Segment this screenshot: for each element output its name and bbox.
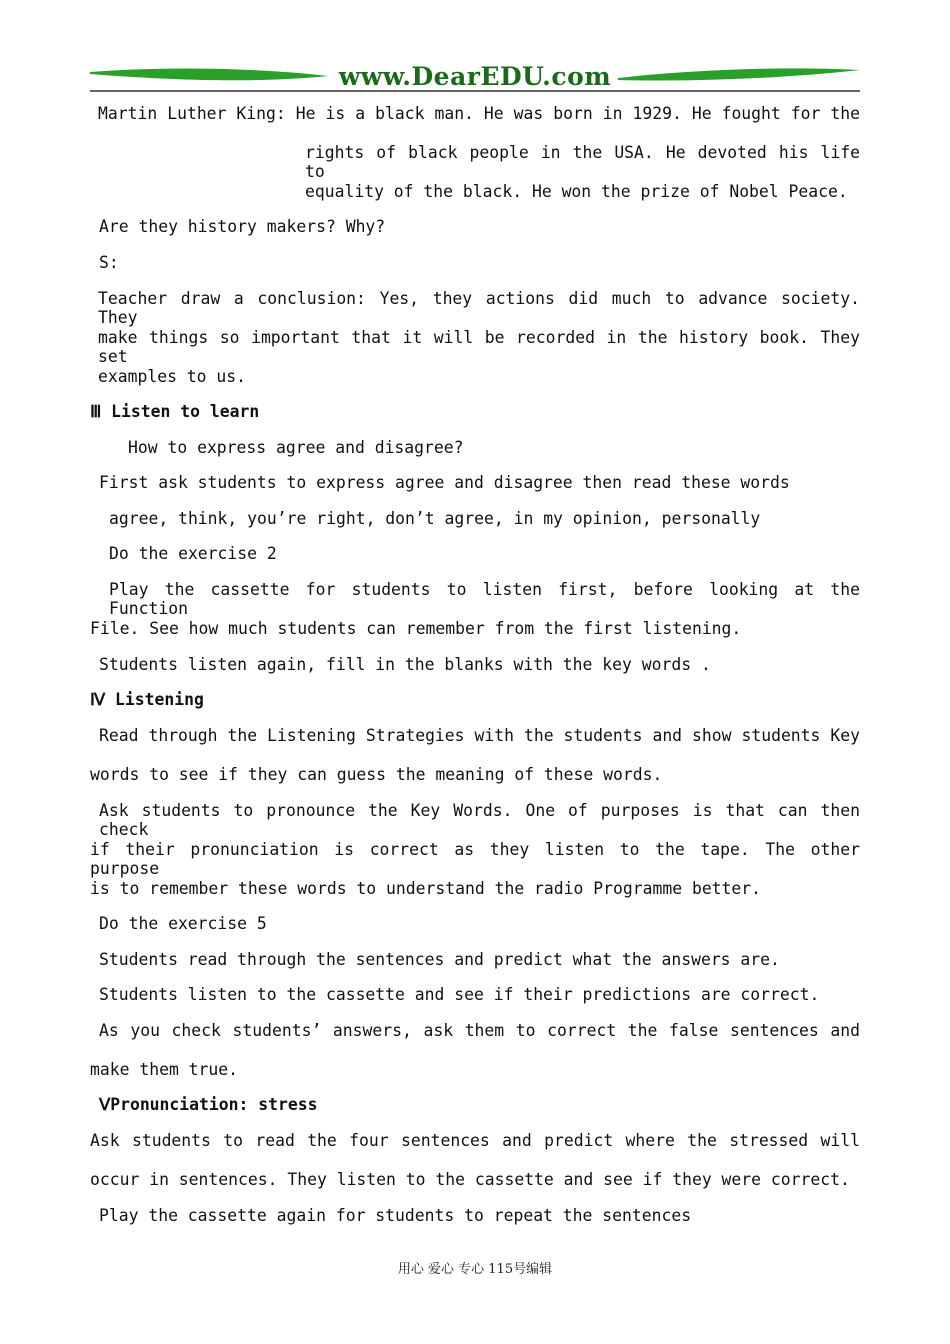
text-line: Play the cassette again for students to repeat the sentences — [99, 1206, 692, 1225]
text-line: equality of the black. He won the prize of Nobel Peace. — [305, 182, 848, 201]
text-line: make them true. — [90, 1060, 239, 1079]
text-line: is to remember these words to understand the radio Programme better. — [90, 879, 762, 898]
text-line: As you check students’ answers, ask them to correct the false sentences and — [99, 1021, 860, 1040]
page-header — [88, 60, 862, 96]
text-line: First ask students to express agree and disagree then read these words — [99, 473, 790, 492]
page-footer: 用心 爱心 专心 115号编辑 — [397, 1262, 553, 1277]
text-line: Ask students to pronounce the Key Words. One of purposes is that can then check — [99, 801, 860, 839]
text-line: Play the cassette for students to listen first, before looking at the Function — [109, 580, 860, 618]
text-line: Do the exercise 5 — [99, 914, 267, 933]
text-line: How to express agree and disagree? — [128, 438, 464, 457]
text-line: Teacher draw a conclusion: Yes, they actions did much to advance society. They — [98, 289, 860, 327]
text-line: Ask students to read the four sentences and predict where the stressed will — [90, 1131, 860, 1150]
text-line: agree, think, you’re right, don’t agree, in my opinion, personally — [109, 509, 761, 528]
text-line: Students read through the sentences and predict what the answers are. — [99, 950, 780, 969]
section-heading: ⅤPronunciation: stress — [99, 1095, 318, 1114]
text-line: examples to us. — [98, 367, 247, 386]
text-line: Students listen again, fill in the blanks with the key words . — [99, 655, 711, 674]
text-line: words to see if they can guess the meaning of these words. — [90, 765, 663, 784]
text-line: Students listen to the cassette and see if their predictions are correct. — [99, 985, 820, 1004]
section-heading: Ⅳ Listening — [90, 690, 204, 709]
text-line: Read through the Listening Strategies with the students and show students Key — [99, 726, 860, 745]
text-line: rights of black people in the USA. He devoted his life to — [305, 143, 860, 181]
text-line: File. See how much students can remember from the first listening. — [90, 619, 742, 638]
text-line: if their pronunciation is correct as they listen to the tape. The other purpose — [90, 840, 860, 878]
text-line: make things so important that it will be recorded in the history book. They set — [98, 328, 860, 366]
text-line: occur in sentences. They listen to the cassette and see if they were correct. — [90, 1170, 850, 1189]
text-line: Do the exercise 2 — [109, 544, 277, 563]
text-line: Martin Luther King: He is a black man. He was born in 1929. He fought for the — [98, 104, 860, 123]
section-heading: Ⅲ Listen to learn — [90, 402, 260, 421]
site-logo-text: www.DearEDU.com — [338, 62, 612, 91]
text-line: Are they history makers? Why? — [99, 217, 386, 236]
text-line: S: — [99, 253, 119, 272]
